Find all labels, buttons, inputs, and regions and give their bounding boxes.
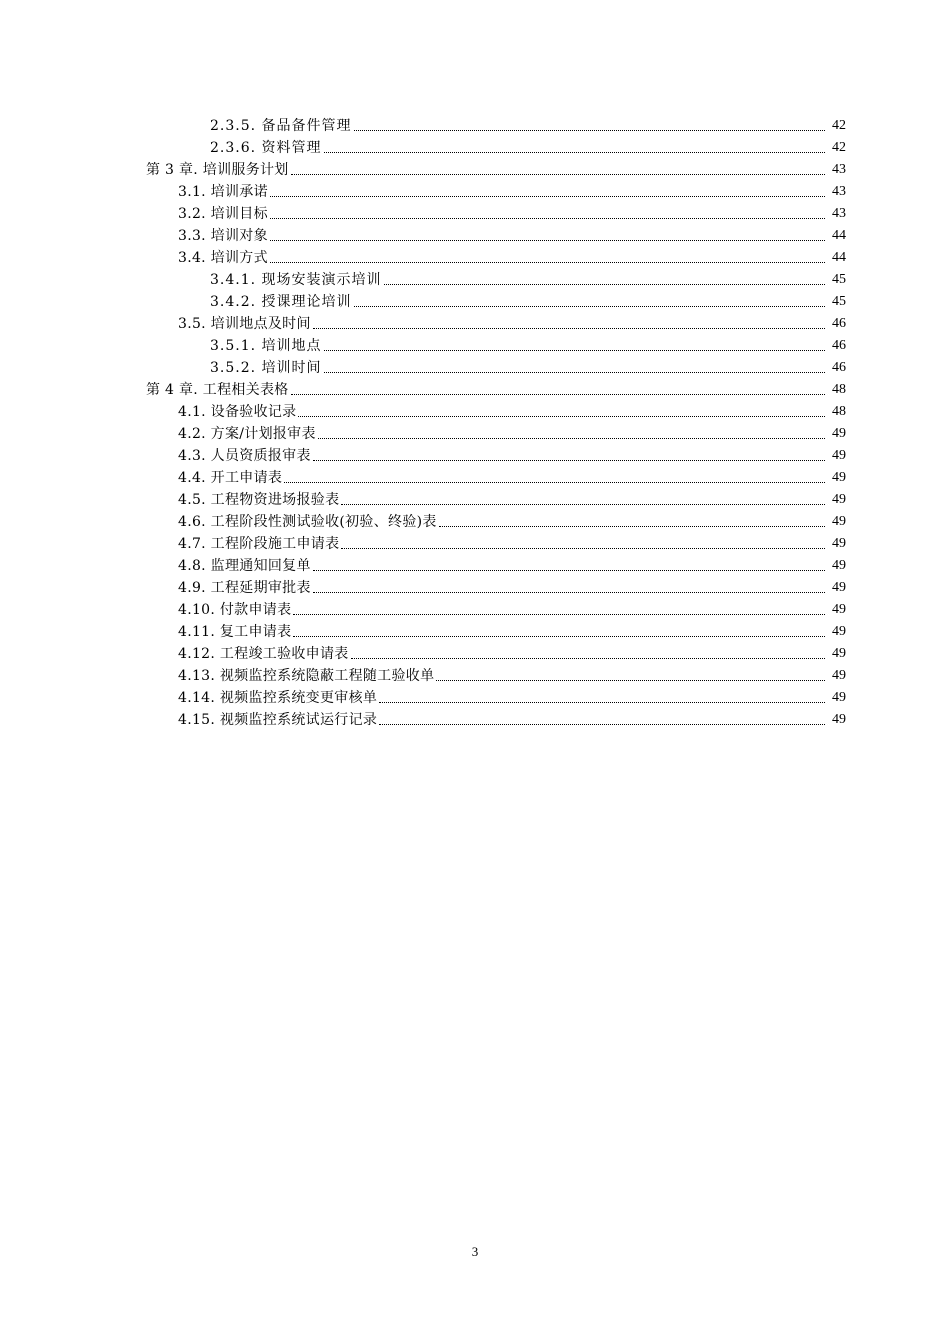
toc-entry[interactable]	[0, 401, 950, 423]
toc-entry-page: 46	[832, 360, 846, 375]
dot-leader	[313, 570, 825, 571]
dot-leader	[341, 504, 825, 505]
toc-entry-label: 2.3.6. 资料管理	[210, 140, 322, 156]
dot-leader	[313, 328, 825, 329]
toc-entry-page: 43	[832, 206, 846, 221]
toc-entry[interactable]	[0, 335, 950, 357]
toc-entry-page: 45	[832, 272, 846, 287]
toc-entry-label: 4.1. 设备验收记录	[178, 404, 297, 420]
toc-entry-label: 4.8. 监理通知回复单	[178, 558, 311, 574]
toc-entry-page: 49	[832, 492, 846, 507]
toc-entry[interactable]	[0, 489, 950, 511]
toc-entry-label: 4.9. 工程延期审批表	[178, 580, 311, 596]
toc-entry-page: 43	[832, 184, 846, 199]
toc-entry-page: 49	[832, 624, 846, 639]
toc-entry-page: 49	[832, 690, 846, 705]
toc-entry-label: 4.12. 工程竣工验收申请表	[178, 646, 349, 662]
toc-entry-label: 3.2. 培训目标	[178, 206, 268, 222]
toc-entry-label: 4.7. 工程阶段施工申请表	[178, 536, 340, 552]
toc-entry[interactable]	[0, 687, 950, 709]
toc-entry-label: 4.4. 开工申请表	[178, 470, 283, 486]
dot-leader	[270, 196, 825, 197]
dot-leader	[291, 394, 825, 395]
dot-leader	[354, 306, 825, 307]
toc-entry[interactable]	[0, 643, 950, 665]
toc-entry[interactable]	[0, 269, 950, 291]
toc-entry-page: 49	[832, 426, 846, 441]
toc-entry[interactable]	[0, 555, 950, 577]
toc-entry-label: 2.3.5. 备品备件管理	[210, 118, 352, 134]
toc-entry-label: 第 3 章. 培训服务计划	[146, 162, 289, 178]
page-number: 3	[471, 1244, 479, 1259]
toc-entry[interactable]	[0, 291, 950, 313]
toc-entry-page: 44	[832, 250, 846, 265]
toc-entry-label: 4.11. 复工申请表	[178, 624, 292, 640]
toc-entry-label: 4.6. 工程阶段性测试验收(初验、终验)表	[178, 514, 437, 530]
dot-leader	[313, 592, 825, 593]
dot-leader	[284, 482, 825, 483]
toc-entry-label: 3.1. 培训承诺	[178, 184, 268, 200]
toc-entry-label: 3.4.1. 现场安装演示培训	[210, 272, 382, 288]
toc-entry-label: 4.14. 视频监控系统变更审核单	[178, 690, 378, 706]
toc-entry-page: 49	[832, 602, 846, 617]
toc-entry-page: 42	[832, 140, 846, 155]
toc-entry-page: 42	[832, 118, 846, 133]
dot-leader	[318, 438, 825, 439]
dot-leader	[379, 702, 825, 703]
dot-leader	[324, 152, 825, 153]
toc-entry[interactable]	[0, 203, 950, 225]
dot-leader	[341, 548, 825, 549]
toc-entry-page: 49	[832, 668, 846, 683]
toc-entry-page: 49	[832, 514, 846, 529]
dot-leader	[293, 636, 825, 637]
toc-entry-label: 3.4. 培训方式	[178, 250, 268, 266]
toc-entry-label: 3.5.1. 培训地点	[210, 338, 322, 354]
dot-leader	[291, 174, 825, 175]
toc-entry-page: 49	[832, 646, 846, 661]
toc-entry[interactable]	[0, 577, 950, 599]
toc-entry-label: 3.3. 培训对象	[178, 228, 268, 244]
toc-entry[interactable]	[0, 511, 950, 533]
toc-entry-page: 49	[832, 448, 846, 463]
dot-leader	[439, 526, 825, 527]
toc-entry-label: 4.5. 工程物资进场报验表	[178, 492, 340, 508]
toc-entry-page: 46	[832, 316, 846, 331]
dot-leader	[379, 724, 825, 725]
dot-leader	[270, 218, 825, 219]
toc-entry[interactable]	[0, 225, 950, 247]
dot-leader	[270, 262, 825, 263]
toc-entry[interactable]	[0, 467, 950, 489]
toc-entry-label: 4.13. 视频监控系统隐蔽工程随工验收单	[178, 668, 435, 684]
toc-entry-label: 4.15. 视频监控系统试运行记录	[178, 712, 378, 728]
toc-entry-label: 第 4 章. 工程相关表格	[146, 382, 289, 398]
toc-entry-page: 49	[832, 712, 846, 727]
dot-leader	[313, 460, 825, 461]
toc-entry-page: 48	[832, 382, 846, 397]
toc-entry-label: 3.5.2. 培训时间	[210, 360, 322, 376]
toc-entry[interactable]	[0, 709, 950, 731]
toc-entry-page: 49	[832, 470, 846, 485]
dot-leader	[354, 130, 825, 131]
toc-entry[interactable]	[0, 357, 950, 379]
toc-entry-label: 4.2. 方案/计划报审表	[178, 426, 316, 442]
toc-entry-page: 46	[832, 338, 846, 353]
toc-entry-page: 45	[832, 294, 846, 309]
toc-entry[interactable]	[0, 423, 950, 445]
toc-entry[interactable]	[0, 115, 950, 137]
toc-entry[interactable]	[0, 379, 950, 401]
dot-leader	[436, 680, 825, 681]
toc-entry-label: 3.4.2. 授课理论培训	[210, 294, 352, 310]
toc-entry-page: 49	[832, 580, 846, 595]
toc-entry-label: 3.5. 培训地点及时间	[178, 316, 311, 332]
toc-entry-page: 43	[832, 162, 846, 177]
toc-entry[interactable]	[0, 137, 950, 159]
toc-entry[interactable]	[0, 599, 950, 621]
dot-leader	[270, 240, 825, 241]
toc-entry-label: 4.10. 付款申请表	[178, 602, 292, 618]
toc-entry[interactable]	[0, 621, 950, 643]
toc-entry-page: 44	[832, 228, 846, 243]
dot-leader	[324, 372, 825, 373]
toc-entry[interactable]	[0, 181, 950, 203]
toc-entry[interactable]	[0, 533, 950, 555]
toc-entry[interactable]	[0, 159, 950, 181]
dot-leader	[293, 614, 825, 615]
toc-entry[interactable]	[0, 247, 950, 269]
dot-leader	[298, 416, 825, 417]
toc-entry[interactable]	[0, 313, 950, 335]
toc-entry[interactable]	[0, 445, 950, 467]
toc-entry-label: 4.3. 人员资质报审表	[178, 448, 311, 464]
toc-entry-page: 48	[832, 404, 846, 419]
toc-entry[interactable]	[0, 665, 950, 687]
dot-leader	[351, 658, 825, 659]
toc-entry-page: 49	[832, 558, 846, 573]
dot-leader	[384, 284, 825, 285]
toc-entry-page: 49	[832, 536, 846, 551]
dot-leader	[324, 350, 825, 351]
